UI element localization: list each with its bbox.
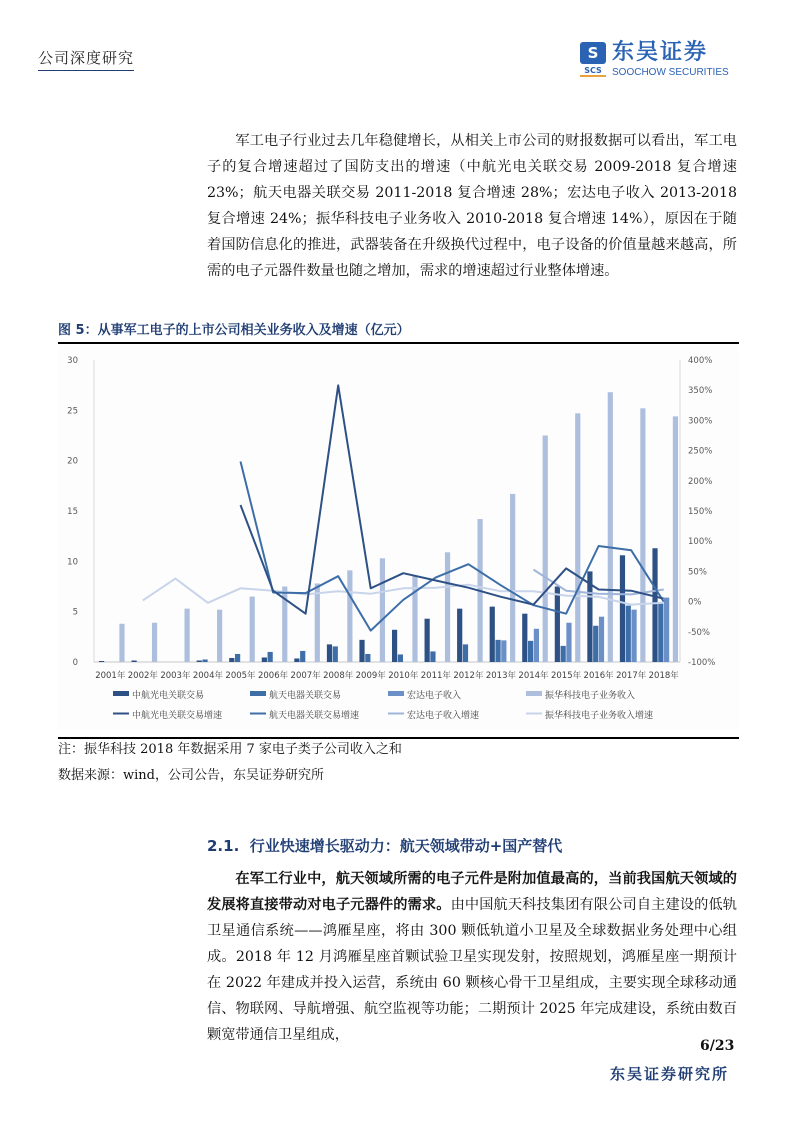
svg-text:2012年: 2012年 bbox=[453, 671, 484, 681]
svg-text:2017年: 2017年 bbox=[616, 671, 647, 681]
logo-mark-icon: S bbox=[580, 42, 606, 64]
svg-text:2013年: 2013年 bbox=[485, 671, 517, 681]
svg-text:150%: 150% bbox=[688, 507, 713, 517]
logo-en-name: SOOCHOW SECURITIES bbox=[612, 67, 729, 78]
section-heading bbox=[207, 835, 562, 856]
intro-text: 军工电子行业过去几年稳健增长，从相关上市公司的财报数据可以看出，军工电子的复合增速超过了国防支出的增速（中航光电关联交易 2009-2018 复合增速 23%；航天电器关联交易 2011-2018 复合增速 28%；宏达电子收入 2013-2018 复合增速 24%；振华科技电子业务收入 2010-2018 复合增速 14%），原因在于随着国防信息化的推进，武器装备在升级换代过程中，电子设备的价值量越来越高，所需的电子元器件数量也随之增加，需求的增速超过行业整体增速。 bbox=[207, 133, 737, 279]
section-title: 行业快速增长驱动力：航天领域带动+国产替代 bbox=[249, 837, 563, 855]
svg-text:2003年: 2003年 bbox=[160, 671, 191, 681]
figure-note: 注：振华科技 2018 年数据采用 7 家电子类子公司收入之和 bbox=[58, 742, 402, 757]
svg-text:30: 30 bbox=[67, 356, 78, 366]
svg-text:2007年: 2007年 bbox=[290, 671, 321, 681]
svg-text:2015年: 2015年 bbox=[550, 671, 582, 681]
svg-text:2004年: 2004年 bbox=[192, 671, 224, 681]
svg-text:300%: 300% bbox=[688, 416, 713, 427]
bold-lead: 在军工行业中，航天领域所需的电子元件是附加值最高的，当前我国航天领域的发展将直接带动对电子元器件的需求。 bbox=[207, 871, 737, 913]
svg-text:200%: 200% bbox=[688, 476, 713, 487]
svg-text:-50%: -50% bbox=[688, 627, 710, 638]
svg-text:50%: 50% bbox=[688, 567, 707, 578]
svg-text:2001年: 2001年 bbox=[95, 671, 126, 681]
body-text: 由中国航天科技集团有限公司自主建设的低轨卫星通信系统——鸿雁星座，将由 300 颗低轨道小卫星及全球数据业务处理中心组成。2018 年 12 月鸿雁星座首颗试验卫星实现发射，按照规划，鸿雁星座一期预计在 2022 年建成并投入运营，系统由 60 颗核心骨干卫星组成，主要实现全球移动通信、物联网、导航增强、航空监视等功能；二期预计 2025 年完成建设，系统由数百颗宽带通信卫星组成， bbox=[207, 897, 737, 1043]
footer-org: 东吴证券研究所 bbox=[610, 1065, 730, 1083]
svg-text:100%: 100% bbox=[688, 537, 713, 548]
svg-text:2009年: 2009年 bbox=[355, 671, 386, 681]
svg-text:2011年: 2011年 bbox=[420, 671, 451, 681]
svg-text:20: 20 bbox=[67, 456, 78, 467]
svg-text:400%: 400% bbox=[688, 356, 713, 366]
figure-source: 数据来源：wind，公司公告，东吴证券研究所 bbox=[58, 768, 324, 783]
logo-scs: SCS bbox=[580, 66, 606, 77]
figure-title: 图 5：从事军工电子的上市公司相关业务收入及增速（亿元） bbox=[58, 319, 739, 344]
svg-text:中航光电关联交易增速: 中航光电关联交易增速 bbox=[132, 711, 223, 721]
svg-text:2002年: 2002年 bbox=[127, 671, 158, 681]
svg-text:5: 5 bbox=[72, 607, 78, 618]
svg-text:25: 25 bbox=[67, 406, 78, 417]
svg-text:2016年: 2016年 bbox=[583, 671, 614, 681]
svg-text:中航光电关联交易: 中航光电关联交易 bbox=[132, 691, 205, 701]
section-paragraph bbox=[207, 866, 737, 1048]
chart bbox=[58, 345, 739, 730]
svg-text:350%: 350% bbox=[688, 386, 713, 397]
section-number: 2.1. bbox=[207, 837, 240, 855]
svg-text:250%: 250% bbox=[688, 446, 713, 457]
svg-text:0%: 0% bbox=[688, 597, 702, 608]
svg-text:2008年: 2008年 bbox=[323, 671, 354, 681]
svg-text:振华科技电子业务收入: 振华科技电子业务收入 bbox=[545, 691, 636, 701]
svg-text:2006年: 2006年 bbox=[257, 671, 289, 681]
svg-text:振华科技电子业务收入增速: 振华科技电子业务收入增速 bbox=[545, 711, 654, 721]
page-number: 6/23 bbox=[700, 1038, 735, 1054]
svg-text:-100%: -100% bbox=[688, 658, 716, 668]
svg-text:0: 0 bbox=[72, 658, 78, 668]
svg-text:10: 10 bbox=[67, 557, 78, 568]
svg-text:2005年: 2005年 bbox=[225, 671, 256, 681]
svg-text:宏达电子收入: 宏达电子收入 bbox=[407, 691, 462, 701]
svg-text:2018年: 2018年 bbox=[648, 671, 679, 681]
report-type-label: 公司深度研究 bbox=[38, 47, 134, 71]
svg-text:2014年: 2014年 bbox=[518, 671, 549, 681]
svg-text:宏达电子收入增速: 宏达电子收入增速 bbox=[407, 711, 480, 721]
chart-svg bbox=[58, 345, 739, 730]
soochow-logo bbox=[580, 42, 740, 78]
svg-text:航天电器关联交易增速: 航天电器关联交易增速 bbox=[269, 711, 360, 721]
chart-bottom-rule bbox=[58, 737, 739, 739]
svg-text:15: 15 bbox=[67, 507, 78, 517]
svg-text:航天电器关联交易: 航天电器关联交易 bbox=[269, 691, 342, 701]
svg-text:2010年: 2010年 bbox=[388, 671, 419, 681]
intro-paragraph bbox=[207, 128, 737, 284]
logo-cn-name: 东吴证券 bbox=[612, 40, 709, 65]
